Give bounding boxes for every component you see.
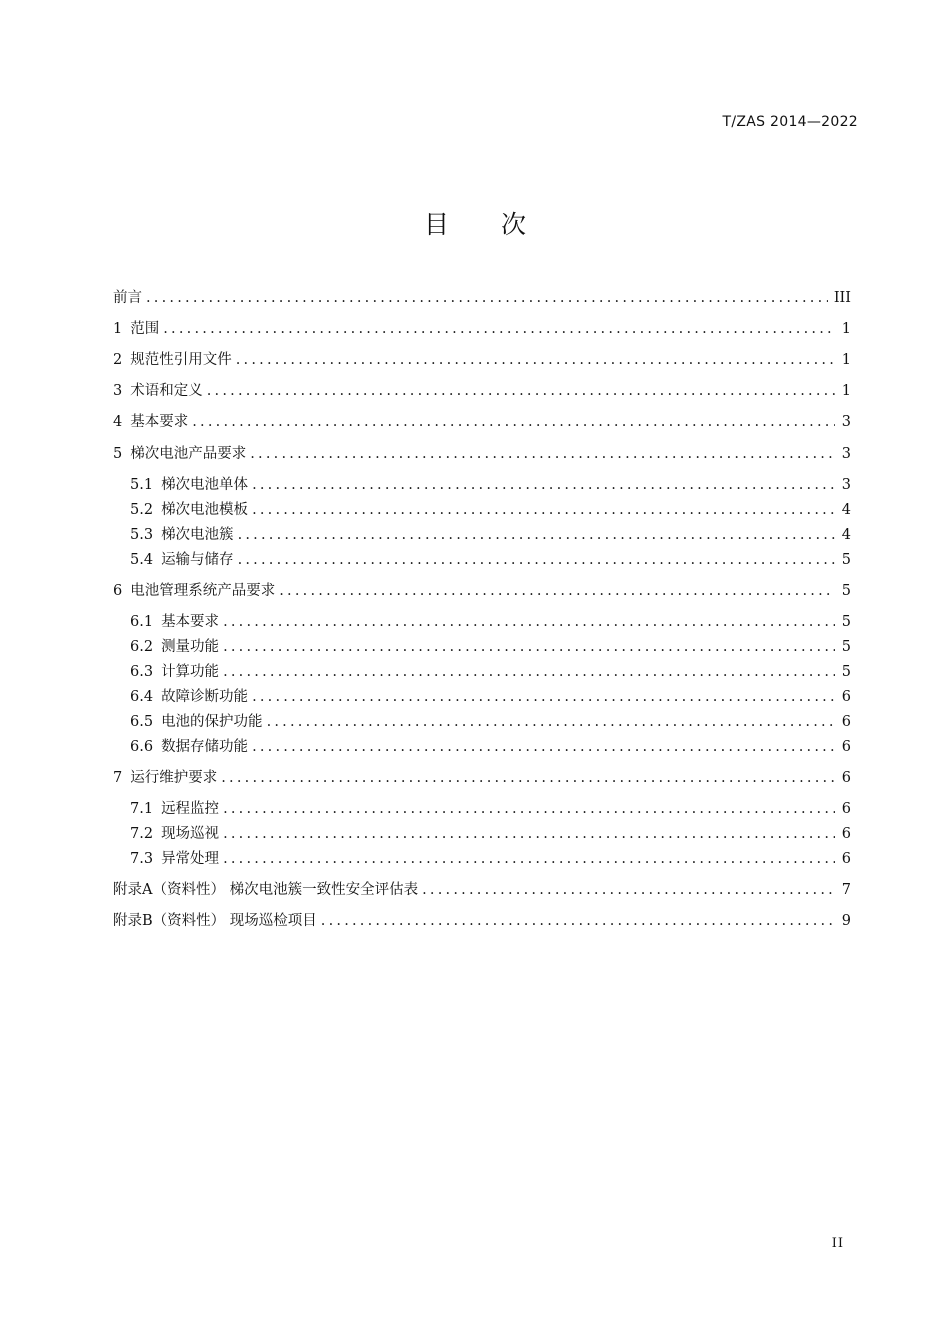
toc-entry[interactable] <box>113 580 851 602</box>
toc-entry-number: 5.1 <box>130 477 154 493</box>
toc-entry-page: 4 <box>841 527 851 543</box>
toc-entry[interactable] <box>130 549 851 571</box>
toc-entry-page: 3 <box>841 446 851 462</box>
toc-entry-label: 异常处理 <box>161 851 220 867</box>
toc-entry-number: 7.3 <box>130 851 154 867</box>
toc-dot-leader <box>223 848 835 870</box>
toc-dot-leader <box>267 711 835 733</box>
toc-entry-page: 3 <box>841 477 851 493</box>
toc-dot-leader <box>279 580 835 602</box>
toc-entry-number: 7 <box>113 770 123 786</box>
toc-entry-page: 6 <box>841 801 851 817</box>
toc-entry-page: 3 <box>841 414 851 430</box>
toc-dot-leader <box>192 411 835 433</box>
toc-entry-page: 5 <box>841 552 851 568</box>
toc-entry[interactable] <box>130 686 851 708</box>
toc-entry[interactable] <box>113 411 851 433</box>
toc-entry-page: 5 <box>841 583 851 599</box>
toc-entry-number: 6.2 <box>130 639 154 655</box>
toc-entry-number: 7.2 <box>130 826 154 842</box>
toc-entry-label: 梯次电池模板 <box>161 502 249 518</box>
toc-entry[interactable] <box>113 443 851 465</box>
toc-dot-leader <box>221 767 835 789</box>
toc-entry[interactable] <box>130 823 851 845</box>
toc-entry-label: 电池的保护功能 <box>161 714 263 730</box>
toc-entry-page: 1 <box>841 321 851 337</box>
toc-entry-number: 6.5 <box>130 714 154 730</box>
toc-entry-number: 5.3 <box>130 527 154 543</box>
toc-entry[interactable] <box>130 848 851 870</box>
toc-entry-page: 4 <box>841 502 851 518</box>
toc-entry-label: 运输与储存 <box>161 552 234 568</box>
toc-dot-leader <box>223 661 835 683</box>
toc-entry[interactable] <box>113 349 851 371</box>
toc-entry[interactable] <box>113 910 851 932</box>
toc-entry[interactable] <box>113 287 851 309</box>
page-title: 目 次 <box>424 210 548 239</box>
toc-entry-label: 规范性引用文件 <box>130 352 232 368</box>
toc-entry-number: 5.4 <box>130 552 154 568</box>
toc-entry-number: 2 <box>113 352 123 368</box>
toc-entry[interactable] <box>130 798 851 820</box>
toc-entry-label: 测量功能 <box>161 639 220 655</box>
toc-entry-label: 基本要求 <box>130 414 189 430</box>
toc-entry[interactable] <box>130 611 851 633</box>
document-code: T/ZAS 2014—2022 <box>722 114 858 130</box>
toc-dot-leader <box>252 736 835 758</box>
toc-entry-label: 梯次电池产品要求 <box>130 446 247 462</box>
toc-entry-number: 5.2 <box>130 502 154 518</box>
toc-dot-leader <box>252 474 835 496</box>
toc-entry-number: 6.4 <box>130 689 154 705</box>
toc-dot-leader <box>223 823 835 845</box>
toc-entry-label: 运行维护要求 <box>130 770 218 786</box>
toc-entry[interactable] <box>130 636 851 658</box>
toc-entry-label: 数据存储功能 <box>161 739 249 755</box>
toc-entry-number: 5 <box>113 446 123 462</box>
toc-entry-label: 梯次电池簇 <box>161 527 234 543</box>
toc-dot-leader <box>163 318 835 340</box>
toc-entry-label: 故障诊断功能 <box>161 689 249 705</box>
toc-entry[interactable] <box>113 318 851 340</box>
toc-dot-leader <box>207 380 835 402</box>
toc-entry-number: 4 <box>113 414 123 430</box>
toc-dot-leader <box>236 349 835 371</box>
toc-entry-label: 电池管理系统产品要求 <box>130 583 276 599</box>
toc-entry-page: 5 <box>841 664 851 680</box>
toc-entry-label: 术语和定义 <box>130 383 203 399</box>
toc-entry-number: 7.1 <box>130 801 154 817</box>
toc-dot-leader <box>321 910 835 932</box>
toc-entry-label: 基本要求 <box>161 614 220 630</box>
toc-entry-page: III <box>833 290 851 306</box>
toc-entry[interactable] <box>113 767 851 789</box>
toc-entry-page: 5 <box>841 614 851 630</box>
toc-entry-label: 附录A（资料性） 梯次电池簇一致性安全评估表 <box>113 882 419 898</box>
toc-dot-leader <box>223 798 835 820</box>
toc-dot-leader <box>422 879 835 901</box>
toc-dot-leader <box>252 686 835 708</box>
toc-entry-label: 梯次电池单体 <box>161 477 249 493</box>
toc-entry-page: 6 <box>841 770 851 786</box>
toc-dot-leader <box>252 499 835 521</box>
toc-entry-page: 6 <box>841 739 851 755</box>
toc-entry[interactable] <box>113 380 851 402</box>
toc-entry-page: 6 <box>841 826 851 842</box>
toc-entry-label: 范围 <box>130 321 160 337</box>
toc-entry-label: 前言 <box>113 290 142 306</box>
toc-entry-page: 6 <box>841 714 851 730</box>
toc-entry-page: 7 <box>841 882 851 898</box>
toc-entry[interactable] <box>130 711 851 733</box>
toc-entry-page: 6 <box>841 689 851 705</box>
toc-entry[interactable] <box>113 879 851 901</box>
toc-entry-number: 1 <box>113 321 123 337</box>
toc-dot-leader <box>223 636 835 658</box>
toc-entry-page: 5 <box>841 639 851 655</box>
toc-entry-number: 6.3 <box>130 664 154 680</box>
toc-entry-number: 6.1 <box>130 614 154 630</box>
toc-entry-page: 6 <box>841 851 851 867</box>
toc-dot-leader <box>238 549 835 571</box>
toc-dot-leader <box>146 287 828 309</box>
toc-entry-page: 1 <box>841 383 851 399</box>
toc-dot-leader <box>250 443 835 465</box>
toc-dot-leader <box>238 524 835 546</box>
toc-entry-number: 3 <box>113 383 123 399</box>
toc-dot-leader <box>223 611 835 633</box>
toc-entry[interactable] <box>130 474 851 496</box>
toc-entry-number: 6.6 <box>130 739 154 755</box>
toc-entry-label: 附录B（资料性） 现场巡检项目 <box>113 913 317 929</box>
toc-entry[interactable] <box>130 499 851 521</box>
toc-entry-label: 远程监控 <box>161 801 220 817</box>
toc-entry-page: 9 <box>841 913 851 929</box>
toc-entry[interactable] <box>130 524 851 546</box>
toc-entry-number: 6 <box>113 583 123 599</box>
toc-entry-label: 现场巡视 <box>161 826 220 842</box>
toc-entry-label: 计算功能 <box>161 664 220 680</box>
toc-entry[interactable] <box>130 736 851 758</box>
toc-entry-page: 1 <box>841 352 851 368</box>
page-number: II <box>831 1236 844 1251</box>
toc-entry[interactable] <box>130 661 851 683</box>
